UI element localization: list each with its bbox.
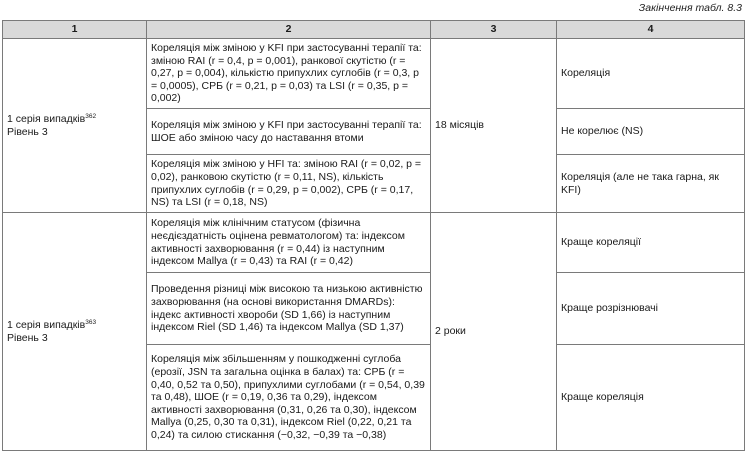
follow-up-duration: 18 місяців bbox=[431, 39, 557, 213]
finding-result: Не корелює (NS) bbox=[557, 109, 745, 155]
study-design-cell bbox=[3, 39, 147, 213]
finding-result: Кореляція bbox=[557, 39, 745, 109]
series-reference: 362 bbox=[85, 112, 97, 120]
study-design-cell bbox=[3, 213, 147, 451]
finding-description: Проведення різниці між високою та низькою активністю захворювання (на основі використання DMARDs): індекс активності хвороби (SD 1,66) із наступним індексом Riel (SD 1,46) та індексом Mallya (SD 1,37) bbox=[147, 273, 431, 345]
table-caption: Закінчення табл. 8.3 bbox=[638, 2, 742, 14]
column-header-1: 1 bbox=[3, 21, 147, 39]
finding-description: Кореляція між збільшенням у пошкодженні суглоба (ерозії, JSN та загальна оцінка в балах) та: СРБ (r = 0,40, 0,52 та 0,50), припухлими суглобами (r = 0,54, 0,39 та 0,48), ШОЕ (r = 0,19, 0,36 та 0,29), індексом активності захворювання (0,31, 0,26 та 0,30), індексом Mallya (0,25, 0,30 та 0,31), індексом Riel (0,22, 0,21 та 0,24) та силою стискання (−0,32, −0,39 та −0,38) bbox=[147, 345, 431, 451]
results-table bbox=[2, 20, 745, 451]
finding-result: Краще розрізнювачі bbox=[557, 273, 745, 345]
column-header-4: 4 bbox=[557, 21, 745, 39]
finding-result: Краще кореляції bbox=[557, 213, 745, 273]
finding-description: Кореляція між зміною у HFI та: зміною RAI (r = 0,02, p = 0,02), ранковою скутістю (r = 0,11, NS), кількість припухлих суглобів (r = 0,29, p = 0,002), СРБ (r = 0,17, NS) та LSI (r = 0,18, NS) bbox=[147, 155, 431, 213]
series-reference: 363 bbox=[85, 318, 97, 326]
finding-result: Краще кореляція bbox=[557, 345, 745, 451]
table-row bbox=[3, 213, 745, 273]
series-label: 1 серія випадків bbox=[7, 318, 86, 331]
column-header-3: 3 bbox=[431, 21, 557, 39]
series-label: 1 серія випадків bbox=[7, 112, 86, 125]
column-header-2: 2 bbox=[147, 21, 431, 39]
finding-description: Кореляція між зміною у KFI при застосуванні терапії та: ШОЕ або зміною часу до наставання втоми bbox=[147, 109, 431, 155]
evidence-level: Рівень 3 bbox=[7, 125, 48, 138]
follow-up-duration: 2 роки bbox=[431, 213, 557, 451]
table-header-row bbox=[3, 21, 745, 39]
finding-result: Кореляція (але не така гарна, як KFI) bbox=[557, 155, 745, 213]
table-row bbox=[3, 39, 745, 109]
finding-description: Кореляція між зміною у KFI при застосуванні терапії та: зміною RAI (r = 0,4, p = 0,001), ранкової скутістю (r = 0,27, p = 0,004), кількістю припухлих суглобів (r = 0,3, p = 0,0005), СРБ (r = 0,21, p = 0,03) та LSI (r = 0,35, p = 0,002) bbox=[147, 39, 431, 109]
evidence-level: Рівень 3 bbox=[7, 331, 48, 344]
finding-description: Кореляція між клінічним статусом (фізична неєдієздатність оцінена ревматологом) та: індексом активності захворювання (r = 0,44) із наступним індексом Mallya (r = 0,43) та RAI (r = 0,42) bbox=[147, 213, 431, 273]
